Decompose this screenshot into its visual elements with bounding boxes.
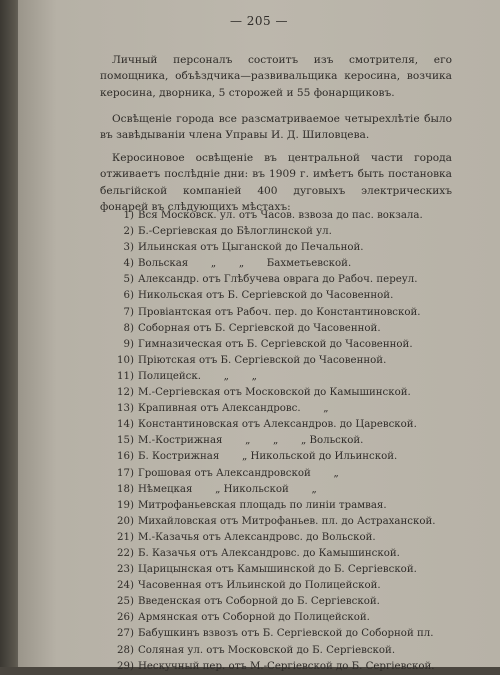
list-item-text: Константиновская отъ Александров. до Царевской.	[138, 419, 417, 431]
list-item-number: 24)	[117, 580, 134, 592]
list-item	[100, 578, 460, 594]
list-item	[100, 610, 460, 626]
list-item	[100, 369, 460, 385]
list-item	[100, 482, 460, 498]
paragraph-personnel: Личный персоналъ состоитъ изъ смотрителя, его помощника, объѣздчика—развивальщика керосина, возчика керосина, дворника, 5 сторожей и 55 фонарщиковъ.	[100, 53, 452, 99]
list-item-text: М.-Кострижная „ „ „ Вольской.	[138, 435, 364, 447]
list-item	[100, 224, 460, 240]
list-item-number: 9)	[123, 338, 134, 350]
list-item-text: Митрофаньевская площадь по линіи трамвая.	[138, 499, 387, 511]
list-item-number: 6)	[123, 290, 134, 302]
list-item	[100, 288, 460, 304]
list-item	[100, 530, 460, 546]
list-item	[100, 498, 460, 514]
list-item-number: 12)	[117, 387, 134, 399]
list-item	[100, 208, 460, 224]
list-item-number: 22)	[117, 547, 134, 559]
list-item-number: 10)	[117, 354, 134, 366]
list-item-text: Провіантская отъ Рабоч. пер. до Константиновской.	[138, 306, 421, 318]
list-item-text: Армянская отъ Соборной до Полицейской.	[138, 612, 370, 624]
list-item	[100, 433, 460, 449]
list-item-text: Б.-Сергіевская до Бѣлоглинской ул.	[138, 226, 332, 238]
list-item-number: 23)	[117, 564, 134, 576]
list-item-text: Полицейск. „ „	[138, 370, 257, 382]
list-item-number: 21)	[117, 531, 134, 543]
list-item-text: Соборная отъ Б. Сергіевской до Часовенной.	[138, 322, 381, 334]
list-item-text: Соляная ул. отъ Московской до Б. Сергіевской.	[138, 644, 396, 656]
list-item-text: Грошовая отъ Александровской „	[138, 467, 339, 479]
list-item-number: 13)	[117, 403, 134, 415]
list-item	[100, 449, 460, 465]
list-item-number: 5)	[123, 274, 134, 286]
list-item	[100, 337, 460, 353]
list-item-number: 26)	[117, 612, 134, 624]
list-item-text: Бабушкинъ взвозъ отъ Б. Сергіевской до Соборной пл.	[138, 628, 434, 640]
list-item-text: Введенская отъ Соборной до Б. Сергіевской.	[138, 596, 380, 608]
list-item-text: Ильинская отъ Цыганской до Печальной.	[138, 242, 364, 254]
list-item	[100, 401, 460, 417]
list-item-text: Вся Московск. ул. отъ Часов. взвоза до пас. вокзала.	[138, 210, 423, 221]
list-item-text: М.-Казачья отъ Александровс. до Вольской.	[138, 531, 376, 543]
list-item-text: М.-Сергіевская отъ Московской до Камышинской.	[138, 387, 411, 399]
list-item	[100, 417, 460, 433]
list-item-text: Царицынская отъ Камышинской до Б. Сергіевской.	[138, 564, 417, 576]
list-item-number: 18)	[117, 483, 134, 495]
list-item-text: Б. Казачья отъ Александровс. до Камышинской.	[138, 547, 400, 559]
paragraph-kerosene-lighting: Керосиновое освѣщеніе въ центральной части города отживаетъ послѣдніе дни: въ 1909 г. имѣетъ быть постановка бельгійской компаніей 400 дуговыхъ электрическихъ фонарей въ слѣдующихъ мѣстахъ:	[100, 151, 452, 214]
list-item-number: 28)	[117, 644, 134, 656]
list-item-text: Михайловская отъ Митрофаньев. пл. до Астраханской.	[138, 515, 436, 527]
list-item	[100, 240, 460, 256]
list-item-number: 7)	[123, 306, 134, 318]
list-item-text: Нѣмецкая „ Никольской „	[138, 483, 317, 495]
list-item	[100, 256, 460, 272]
list-item	[100, 594, 460, 610]
list-item	[100, 272, 460, 288]
list-item	[100, 321, 460, 337]
list-item-number: 2)	[123, 226, 134, 238]
list-item-number: 8)	[123, 322, 134, 334]
list-item-number: 27)	[117, 628, 134, 640]
list-item-number: 17)	[117, 467, 134, 479]
list-item-text: Часовенная отъ Ильинской до Полицейской.	[138, 580, 381, 592]
list-item	[100, 514, 460, 530]
list-item-text: Пріютская отъ Б. Сергіевской до Часовенной.	[138, 354, 387, 366]
list-item-text: Вольская „ „ Бахметьевской.	[138, 258, 352, 270]
list-item-text: Б. Кострижная „ Никольской до Ильинской.	[138, 451, 398, 463]
list-item-number: 25)	[117, 596, 134, 608]
list-item-number: 14)	[117, 419, 134, 431]
list-item-number: 11)	[117, 370, 134, 382]
list-item	[100, 626, 460, 642]
list-item-text: Никольская отъ Б. Сергіевской до Часовенной.	[138, 290, 394, 302]
paragraph-management: Освѣщеніе города все разсматриваемое четырехлѣтіе было въ завѣдываніи члена Управы И. Д. Шиловцева.	[100, 112, 452, 142]
list-item-number: 16)	[117, 451, 134, 463]
page-number: — 205 —	[229, 14, 289, 28]
list-item-text: Крапивная отъ Александровс. „	[138, 403, 329, 415]
document-page	[18, 0, 500, 672]
list-item-text: Гимназическая отъ Б. Сергіевской до Часовенной.	[138, 338, 413, 350]
list-item-number: 4)	[123, 258, 134, 270]
list-item-number: 20)	[117, 515, 134, 527]
list-item-text: Александр. отъ Глѣбучева оврага до Рабоч. переул.	[138, 274, 418, 286]
list-item	[100, 643, 460, 659]
list-item	[100, 385, 460, 401]
list-item-text: Нескучный пер. отъ М.-Сергіевской до Б. Сергіевской.	[138, 660, 435, 672]
list-item-number: 19)	[117, 499, 134, 511]
list-item	[100, 546, 460, 562]
list-item-number: 29)	[117, 660, 134, 672]
list-item-number: 1)	[123, 210, 134, 221]
list-item	[100, 353, 460, 369]
list-item	[100, 466, 460, 482]
list-item-number: 15)	[117, 435, 134, 447]
list-item	[100, 305, 460, 321]
list-item	[100, 562, 460, 578]
locations-list	[100, 208, 460, 675]
list-item-number: 3)	[123, 242, 134, 254]
